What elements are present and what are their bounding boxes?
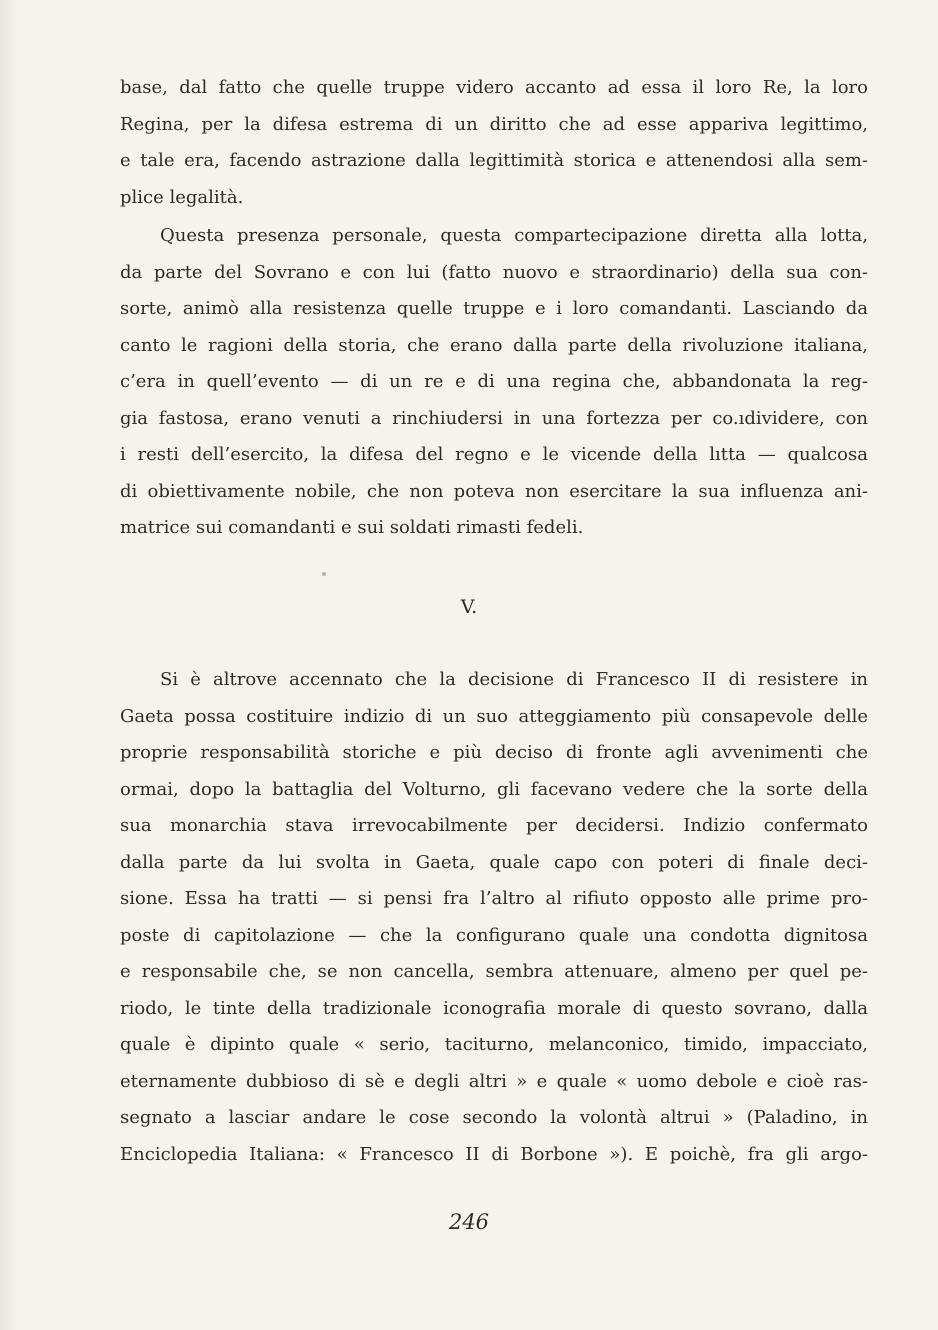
text-line: Gaeta possa costituire indizio di un suo atteggiamento più consapevole delle xyxy=(120,705,868,727)
text-line: Questa presenza personale, questa compartecipazione diretta alla lotta, xyxy=(160,225,868,246)
text-line: matrice sui comandanti e sui soldati rimasti fedeli. xyxy=(120,517,584,538)
text-line: sua monarchia stava irrevocabilmente per decidersi. Indizio confermato xyxy=(120,815,868,836)
section-heading: V. xyxy=(460,596,478,618)
text-line: quale è dipinto quale « serio, taciturno, melanconico, timido, impacciato, xyxy=(120,1034,868,1055)
print-speck xyxy=(322,572,326,576)
text-line: sorte, animò alla resistenza quelle truppe e i loro comandanti. Lasciando da xyxy=(120,298,868,319)
text-line: ormai, dopo la battaglia del Volturno, gli facevano vedere che la sorte della xyxy=(120,778,868,800)
text-line: proprie responsabilità storiche e più deciso di fronte agli avvenimenti che xyxy=(120,742,868,763)
text-line: base, dal fatto che quelle truppe videro accanto ad essa il loro Re, la loro xyxy=(120,77,868,98)
text-line: gia fastosa, erano venuti a rinchiudersi in una fortezza per co.ıdividere, con xyxy=(120,407,868,429)
text-line: c’era in quell’evento — di un re e di una regina che, abbandonata la reg- xyxy=(120,371,868,392)
text-line: Regina, per la difesa estrema di un diritto che ad esse appariva legittimo, xyxy=(120,113,868,135)
text-line: canto le ragioni della storia, che erano dalla parte della rivoluzione italiana, xyxy=(120,334,868,356)
page-edge-shadow xyxy=(0,0,18,1330)
text-line: di obiettivamente nobile, che non poteva non esercitare la sua influenza ani- xyxy=(120,480,868,502)
text-line: da parte del Sovrano e con lui (fatto nuovo e straordinario) della sua con- xyxy=(120,261,868,283)
text-line: eternamente dubbioso di sè e degli altri » e quale « uomo debole e cioè ras- xyxy=(120,1070,868,1092)
page-number: 246 xyxy=(448,1210,490,1234)
text-line: sione. Essa ha tratti — si pensi fra l’altro al rifiuto opposto alle prime pro- xyxy=(120,888,868,909)
text-line: Si è altrove accennato che la decisione di Francesco II di resistere in xyxy=(160,669,868,690)
paragraph-3 xyxy=(120,662,868,1173)
text-line: riodo, le tinte della tradizionale iconografia morale di questo sovrano, dalla xyxy=(120,997,868,1019)
paragraph-1 xyxy=(120,70,868,216)
text-line: dalla parte da lui svolta in Gaeta, quale capo con poteri di finale deci- xyxy=(120,851,868,873)
text-line: e tale era, facendo astrazione dalla legittimità storica e attenendosi alla sem- xyxy=(120,150,868,171)
text-line: plice legalità. xyxy=(120,186,244,208)
text-line: segnato a lasciar andare le cose secondo la volontà altrui » (Paladino, in xyxy=(120,1107,868,1128)
text-line: poste di capitolazione — che la configurano quale una condotta dignitosa xyxy=(120,924,868,946)
text-line: Enciclopedia Italiana: « Francesco II di Borbone »). E poichè, fra gli argo- xyxy=(120,1143,868,1165)
text-line: e responsabile che, se non cancella, sembra attenuare, almeno per quel pe- xyxy=(120,961,868,982)
paragraph-2 xyxy=(120,218,868,547)
text-line: i resti dell’esercito, la difesa del regno e le vicende della lıtta — qualcosa xyxy=(120,444,868,465)
